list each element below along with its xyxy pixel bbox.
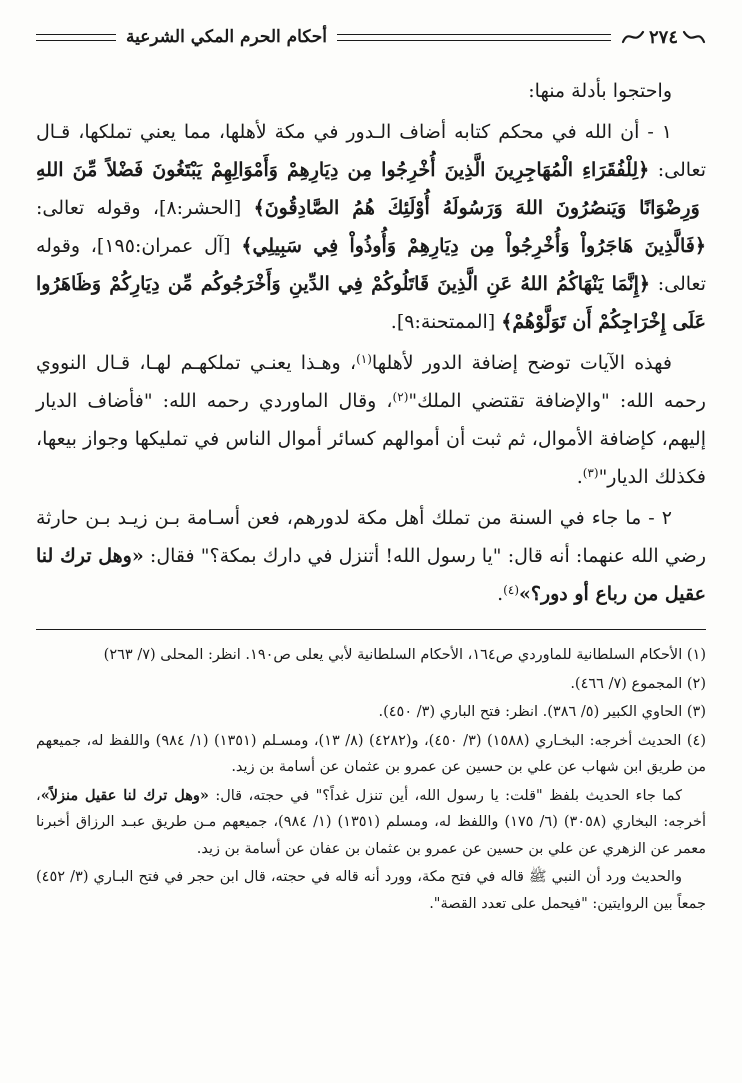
- footnotes-section: [36, 642, 706, 917]
- footnote-3: [36, 699, 706, 726]
- header-ornament-left: [36, 34, 116, 41]
- footnote-marker: (٢): [686, 675, 706, 692]
- footnote-text: الأحكام السلطانية للماوردي ص١٦٤، الأحكام السلطانية لأبي يعلى ص١٩٠. انظر: المحلى (٧/ ٢٦٣): [103, 647, 683, 663]
- header-rule: [337, 34, 611, 41]
- book-title: أحكام الحرم المكي الشرعية: [126, 27, 327, 47]
- main-text: [36, 72, 706, 613]
- paragraph-1: [36, 113, 706, 341]
- footnote-text: الحديث أخرجه: البخـاري (١٥٨٨) (٣/ ٤٥٠)، و(٤٢٨٢) (٨/ ١٣)، ومسـلم (١٣٥١) (١/ ٩٨٤) واللفظ له، جميعهم من طريق ابن شهاب عن علي بن حسين عن عمرو بن عثمان عن أسامة بن زيد.: [36, 732, 706, 775]
- footnote-marker: (١): [686, 647, 706, 663]
- footnote-text: المجموع (٧/ ٤٦٦).: [570, 675, 683, 692]
- footnote-2: [36, 671, 706, 698]
- hadith-quote: «وهل ترك لنا عقيل من رباع أو دور؟»: [36, 545, 706, 605]
- intro-text: واحتجوا بأدلة منها:: [528, 80, 672, 102]
- footnote-ref-1: (١): [356, 352, 372, 366]
- footnote-text: الحاوي الكبير (٥/ ٣٨٦). انظر: فتح الباري (٣/ ٤٥٠).: [378, 704, 683, 720]
- footnote-separator: [36, 629, 706, 630]
- paragraph-2: [36, 344, 706, 496]
- text-run: فهذه الآيات توضح إضافة الدور لأهلها: [371, 352, 672, 374]
- verse-citation: [آل عمران:١٩٥]، وقوله تعالى:: [36, 235, 707, 295]
- footnote-4-continuation-2: [36, 864, 706, 917]
- footnote-1: [36, 642, 706, 669]
- footnote-ref-3: (٣): [582, 466, 599, 480]
- quran-verse: ﴿إِنَّمَا يَنْهَاكُمُ اللهُ عَنِ الَّذِينَ قَاتَلُوكُمْ فِي الدِّينِ وَأَخْرَجُوكُم مِّن دِيَارِكُمْ وَظَاهَرُوا عَلَى إِخْرَاجِكُمْ أَن تَوَلَّوْهُمْ﴾: [36, 273, 706, 333]
- paragraph-3: [36, 499, 706, 613]
- page-number: ٢٧٤: [648, 26, 678, 48]
- text-run: ١ - أن الله في محكم كتابه أضاف الـدور في مكة لأهلها، مما يعني تملكها، قـال تعالى:: [36, 121, 706, 181]
- footnote-ref-2: (٢): [392, 390, 409, 404]
- footnote-text: والحديث ورد أن النبي ﷺ قاله في فتح مكة، وورد أنه قاله في حجته، قال ابن حجر في فتح البـاري (٣/ ٤٥٢) جمعاً بين الروايتين: "فيحمل على تعدد القصة".: [36, 869, 706, 912]
- cartouche-flourish-icon: [621, 27, 645, 47]
- hadith-quote: «وهل ترك لنا عقيل منزلاً»: [40, 786, 209, 804]
- footnote-text: ، أخرجه: البخاري (٣٠٥٨) (٦/ ١٧٥) واللفظ له، ومسلم (١٣٥١) (١/ ٩٨٤)، جميعهم مـن طريق عبـد الرزاق أخبرنا معمر عن الزهري عن علي بن حسين عن عمرو بن عثمان بن عفان عن أسامة بن زيد.: [36, 787, 706, 857]
- verse-citation: [الحشر:٨]، وقوله تعالى:: [36, 197, 242, 219]
- verse-citation: [الممتحنة:٩].: [390, 311, 496, 333]
- cartouche-flourish-icon: [682, 27, 706, 47]
- footnote-text: كما جاء الحديث بلفظ "قلت: يا رسول الله، أين تنزل غداً؟" في حجته، قال:: [208, 787, 682, 804]
- text-run: ، وقال الماوردي رحمه الله: "فأضاف الديار إليهم، كإضافة الأموال، ثم ثبت أن أموالهم كسائر أموال الناس في تمليكها وجواز بيعها، فكذلك الديار": [36, 390, 706, 488]
- text-run: ، وهـذا يعنـي تملكهـم لهـا، قـال النووي رحمه الله: "والإضافة تقتضي الملك": [36, 352, 706, 412]
- quran-verse: ﴿لِلْفُقَرَاءِ الْمُهَاجِرِينَ الَّذِينَ أُخْرِجُوا مِن دِيَارِهِمْ وَأَمْوَالِهِمْ يَبْتَغُونَ فَضْلاً مِّنَ اللهِ وَرِضْوَانًا وَيَنصُرُونَ اللهَ وَرَسُولَهُ أُوْلَئِكَ هُمُ الصَّادِقُونَ﴾: [36, 159, 700, 219]
- footnote-4: [36, 728, 706, 781]
- text-run: .: [576, 466, 583, 488]
- footnote-ref-4: (٤): [503, 583, 519, 597]
- footnote-marker: (٤): [686, 732, 706, 749]
- footnote-marker: (٣): [686, 704, 706, 720]
- text-run: ٢ - ما جاء في السنة من تملك أهل مكة لدورهم، فعن أسـامة بـن زيـد بـن حارثة رضي الله عنهما: أنه قال: "يا رسول الله! أتنزل في دارك بمكة؟" فقال:: [36, 507, 706, 567]
- page-number-cartouche: [621, 27, 706, 48]
- quran-verse: ﴿فَالَّذِينَ هَاجَرُواْ وَأُخْرِجُواْ مِن دِيَارِهِمْ وَأُوذُواْ فِي سَبِيلِي﴾: [241, 235, 706, 257]
- text-run: .: [497, 583, 504, 605]
- page-header: [36, 0, 706, 52]
- footnote-4-continuation-1: [36, 783, 706, 863]
- intro-paragraph: [36, 72, 706, 110]
